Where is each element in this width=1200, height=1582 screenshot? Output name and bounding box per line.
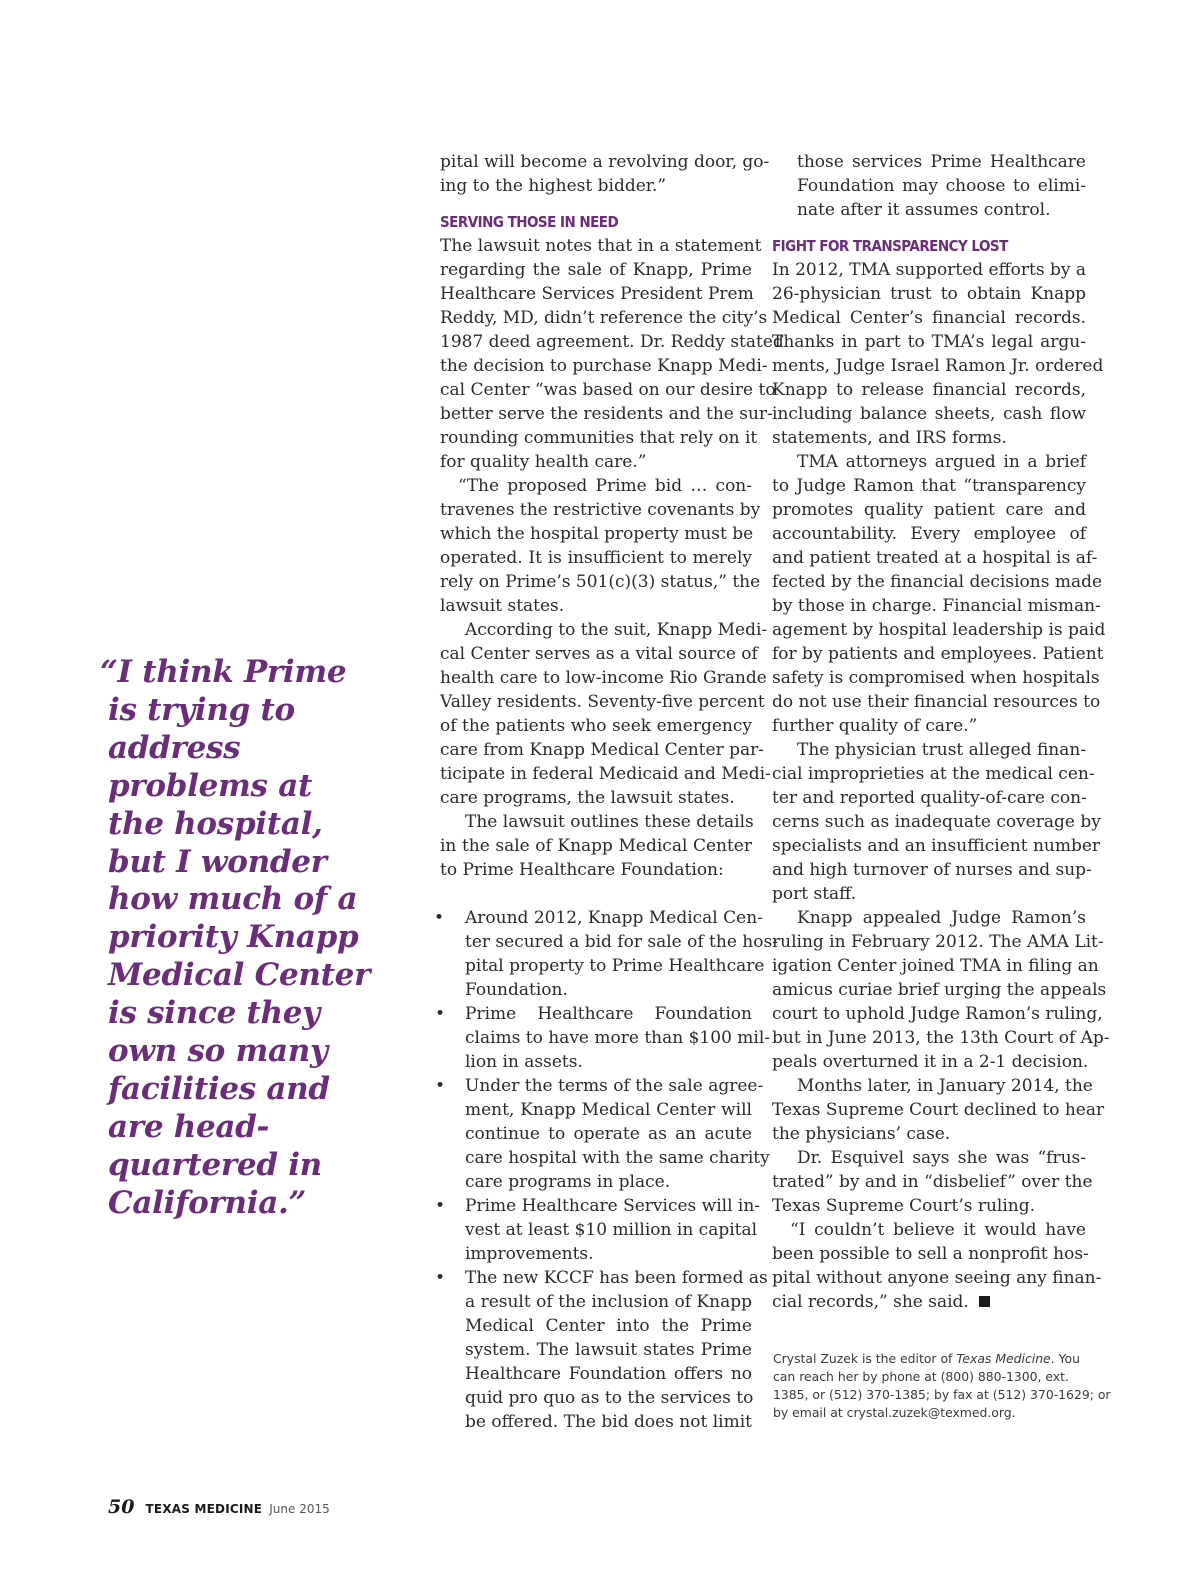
body-line: Valley residents. Seventy-five percent (440, 692, 765, 712)
body-line: health care to low-income Rio Grande (440, 668, 767, 688)
list-item-line: continue to operate as an acute (465, 1124, 752, 1144)
article-column-1 (434, 150, 784, 1434)
body-line: ruling in February 2012. The AMA Lit- (772, 932, 1104, 952)
list-item-line: care programs in place. (465, 1172, 671, 1192)
body-line: for by patients and employees. Patient (772, 644, 1104, 664)
body-line: in the sale of Knapp Medical Center (440, 836, 752, 856)
bullet-list (434, 906, 778, 1434)
list-item-line: pital property to Prime Healthcare (465, 956, 765, 976)
page-number: 50 (108, 1496, 135, 1518)
list-item-line: vest at least $10 million in capital (465, 1220, 758, 1240)
list-item-line: quid pro quo as to the services to (465, 1388, 754, 1408)
body-line: safety is compromised when hospitals (772, 668, 1100, 688)
body-line: been possible to sell a nonprofit hos- (772, 1244, 1089, 1264)
body-line: travenes the restrictive covenants by (440, 500, 761, 520)
body-line: to Prime Healthcare Foundation: (440, 860, 724, 880)
body-line: Reddy, MD, didn’t reference the city’s (440, 308, 768, 328)
body-line: trated” by and in “disbelief” over the (772, 1172, 1093, 1192)
bio-line: Crystal Zuzek is the editor of Texas Medicine. You (773, 1351, 1080, 1366)
list-item-line: ter secured a bid for sale of the hos- (465, 932, 778, 952)
body-line: The lawsuit notes that in a statement (440, 236, 762, 256)
body-line: court to uphold Judge Ramon’s ruling, (772, 1004, 1103, 1024)
body-line: care programs, the lawsuit states. (440, 788, 735, 808)
body-line: “I couldn’t believe it would have (790, 1220, 1086, 1240)
body-line: In 2012, TMA supported efforts by a (772, 260, 1087, 280)
body-line: which the hospital property must be (440, 524, 754, 544)
body-line: operated. It is insufficient to merely (440, 548, 752, 568)
body-line: amicus curiae brief urging the appeals (772, 980, 1107, 1000)
body-line: rounding communities that rely on it (440, 428, 758, 448)
body-line: TMA attorneys argued in a brief (797, 452, 1086, 472)
body-line: agement by hospital leadership is paid (772, 620, 1106, 640)
pull-quote-line: how much of a (108, 881, 358, 918)
pull-quote-line: facilities and (108, 1070, 330, 1107)
list-item-line: be offered. The bid does not limit (465, 1412, 752, 1432)
bio-line: by email at crystal.zuzek@texmed.org. (773, 1405, 1016, 1420)
body-line: The lawsuit outlines these details (465, 812, 754, 832)
body-line: The physician trust alleged finan- (797, 740, 1087, 760)
body-line: promotes quality patient care and (772, 500, 1086, 520)
list-item: • Under the terms of the sale agree- (434, 1076, 764, 1096)
body-line: specialists and an insufficient number (772, 836, 1101, 856)
body-line: According to the suit, Knapp Medi- (465, 620, 768, 640)
body-line: nate after it assumes control. (797, 200, 1051, 220)
author-bio (773, 1350, 1111, 1422)
list-item-line: Foundation. (465, 980, 568, 1000)
pull-quote-line: Medical Center (108, 957, 371, 994)
body-line: for quality health care.” (440, 452, 647, 472)
magazine-name: TEXAS MEDICINE (145, 1502, 263, 1516)
body-line: pital without anyone seeing any finan- (772, 1268, 1102, 1288)
list-item-line: system. The lawsuit states Prime (465, 1340, 752, 1360)
body-line: Knapp to release financial records, (772, 380, 1086, 400)
bio-line: can reach her by phone at (800) 880-1300, ext. (773, 1369, 1069, 1384)
pull-quote-line: problems at (108, 767, 313, 804)
body-line: to Judge Ramon that “transparency (772, 476, 1086, 496)
list-item: • Prime Healthcare Foundation (434, 1004, 752, 1024)
body-line: ing to the highest bidder.” (440, 176, 667, 196)
body-line: further quality of care.” (772, 716, 978, 736)
body-line: of the patients who seek emergency (440, 716, 752, 736)
body-line: statements, and IRS forms. (772, 428, 1007, 448)
body-line: 1987 deed agreement. Dr. Reddy stated (440, 332, 784, 352)
section-heading-transparency: FIGHT FOR TRANSPARENCY LOST (772, 237, 1008, 255)
body-line: igation Center joined TMA in filing an (772, 956, 1099, 976)
body-line: lawsuit states. (440, 596, 565, 616)
article-column-2 (772, 150, 1110, 1314)
list-item-line: claims to have more than $100 mil- (465, 1028, 771, 1048)
body-line: cal Center serves as a vital source of (440, 644, 758, 664)
list-item-line: a result of the inclusion of Knapp (465, 1292, 752, 1312)
body-line: Texas Supreme Court’s ruling. (772, 1196, 1036, 1216)
body-line: ter and reported quality-of-care con- (772, 788, 1087, 808)
body-line: ticipate in federal Medicaid and Medi- (440, 764, 771, 784)
list-item: • Prime Healthcare Services will in- (434, 1196, 761, 1216)
body-line: do not use their financial resources to (772, 692, 1101, 712)
list-item: • The new KCCF has been formed as (434, 1268, 768, 1288)
pull-quote-line: is trying to (108, 691, 295, 728)
body-line: including balance sheets, cash flow (772, 404, 1086, 424)
list-item-line: improvements. (465, 1244, 594, 1264)
list-item-line: care hospital with the same charity (465, 1148, 770, 1168)
pull-quote-line: address (108, 729, 241, 766)
pull-quote-line: are head- (108, 1108, 270, 1145)
page-footer (108, 1496, 330, 1518)
body-line: Foundation may choose to elimi- (797, 176, 1086, 196)
section-heading-serving: SERVING THOSE IN NEED (440, 213, 619, 231)
body-line: 26-physician trust to obtain Knapp (772, 284, 1086, 304)
body-line: “The proposed Prime bid … con- (458, 476, 752, 496)
pull-quote-line: California.” (108, 1184, 307, 1221)
body-line: but in June 2013, the 13th Court of Ap- (772, 1028, 1110, 1048)
end-of-article-mark (979, 1296, 990, 1307)
list-item: • Around 2012, Knapp Medical Cen- (434, 908, 763, 928)
pull-quote (100, 654, 370, 1223)
body-line: port staff. (772, 884, 857, 904)
pull-quote-line: the hospital, (108, 805, 323, 842)
body-line: peals overturned it in a 2-1 decision. (772, 1052, 1089, 1072)
body-line: Thanks in part to TMA’s legal argu- (772, 332, 1086, 352)
body-line: ments, Judge Israel Ramon Jr. ordered (772, 356, 1104, 376)
pull-quote-line: quartered in (108, 1146, 322, 1183)
pull-quote-line: own so many (108, 1033, 328, 1070)
body-line: Dr. Esquivel says she was “frus- (797, 1148, 1086, 1168)
body-line: Texas Supreme Court declined to hear (772, 1100, 1105, 1120)
body-line: regarding the sale of Knapp, Prime (440, 260, 752, 280)
body-line: and high turnover of nurses and sup- (772, 860, 1092, 880)
body-line: the physicians’ case. (772, 1124, 951, 1144)
bio-line: 1385, or (512) 370-1385; by fax at (512) 370-1629; or (773, 1387, 1111, 1402)
list-item-line: Medical Center into the Prime (465, 1316, 752, 1336)
issue-date: June 2015 (269, 1502, 330, 1516)
list-item-line: ment, Knapp Medical Center will (465, 1100, 752, 1120)
list-item-line: Healthcare Foundation offers no (465, 1364, 752, 1384)
body-line: by those in charge. Financial misman- (772, 596, 1101, 616)
body-line: and patient treated at a hospital is af- (772, 548, 1098, 568)
list-item-line: lion in assets. (465, 1052, 583, 1072)
body-line: accountability. Every employee of (772, 524, 1086, 544)
body-line: those services Prime Healthcare (797, 152, 1086, 172)
body-line: fected by the financial decisions made (772, 572, 1103, 592)
body-line: rely on Prime’s 501(c)(3) status,” the (440, 572, 761, 592)
body-line: the decision to purchase Knapp Medi- (440, 356, 768, 376)
body-line: Healthcare Services President Prem (440, 284, 754, 304)
body-line: better serve the residents and the sur- (440, 404, 773, 424)
pull-quote-line: but I wonder (108, 843, 327, 880)
pull-quote-line: is since they (108, 995, 320, 1032)
body-line-final: cial records,” she said. (772, 1290, 1086, 1314)
pull-quote-line: priority Knapp (108, 919, 359, 956)
body-line: Months later, in January 2014, the (797, 1076, 1093, 1096)
body-line: Medical Center’s financial records. (772, 308, 1086, 328)
pull-quote-line: “I think Prime (100, 654, 347, 690)
body-line: cial improprieties at the medical cen- (772, 764, 1095, 784)
body-line: cal Center “was based on our desire to (440, 380, 776, 400)
body-line: Knapp appealed Judge Ramon’s (797, 908, 1086, 928)
body-line: cerns such as inadequate coverage by (772, 812, 1101, 832)
body-line: pital will become a revolving door, go- (440, 152, 770, 172)
body-line: care from Knapp Medical Center par- (440, 740, 764, 760)
